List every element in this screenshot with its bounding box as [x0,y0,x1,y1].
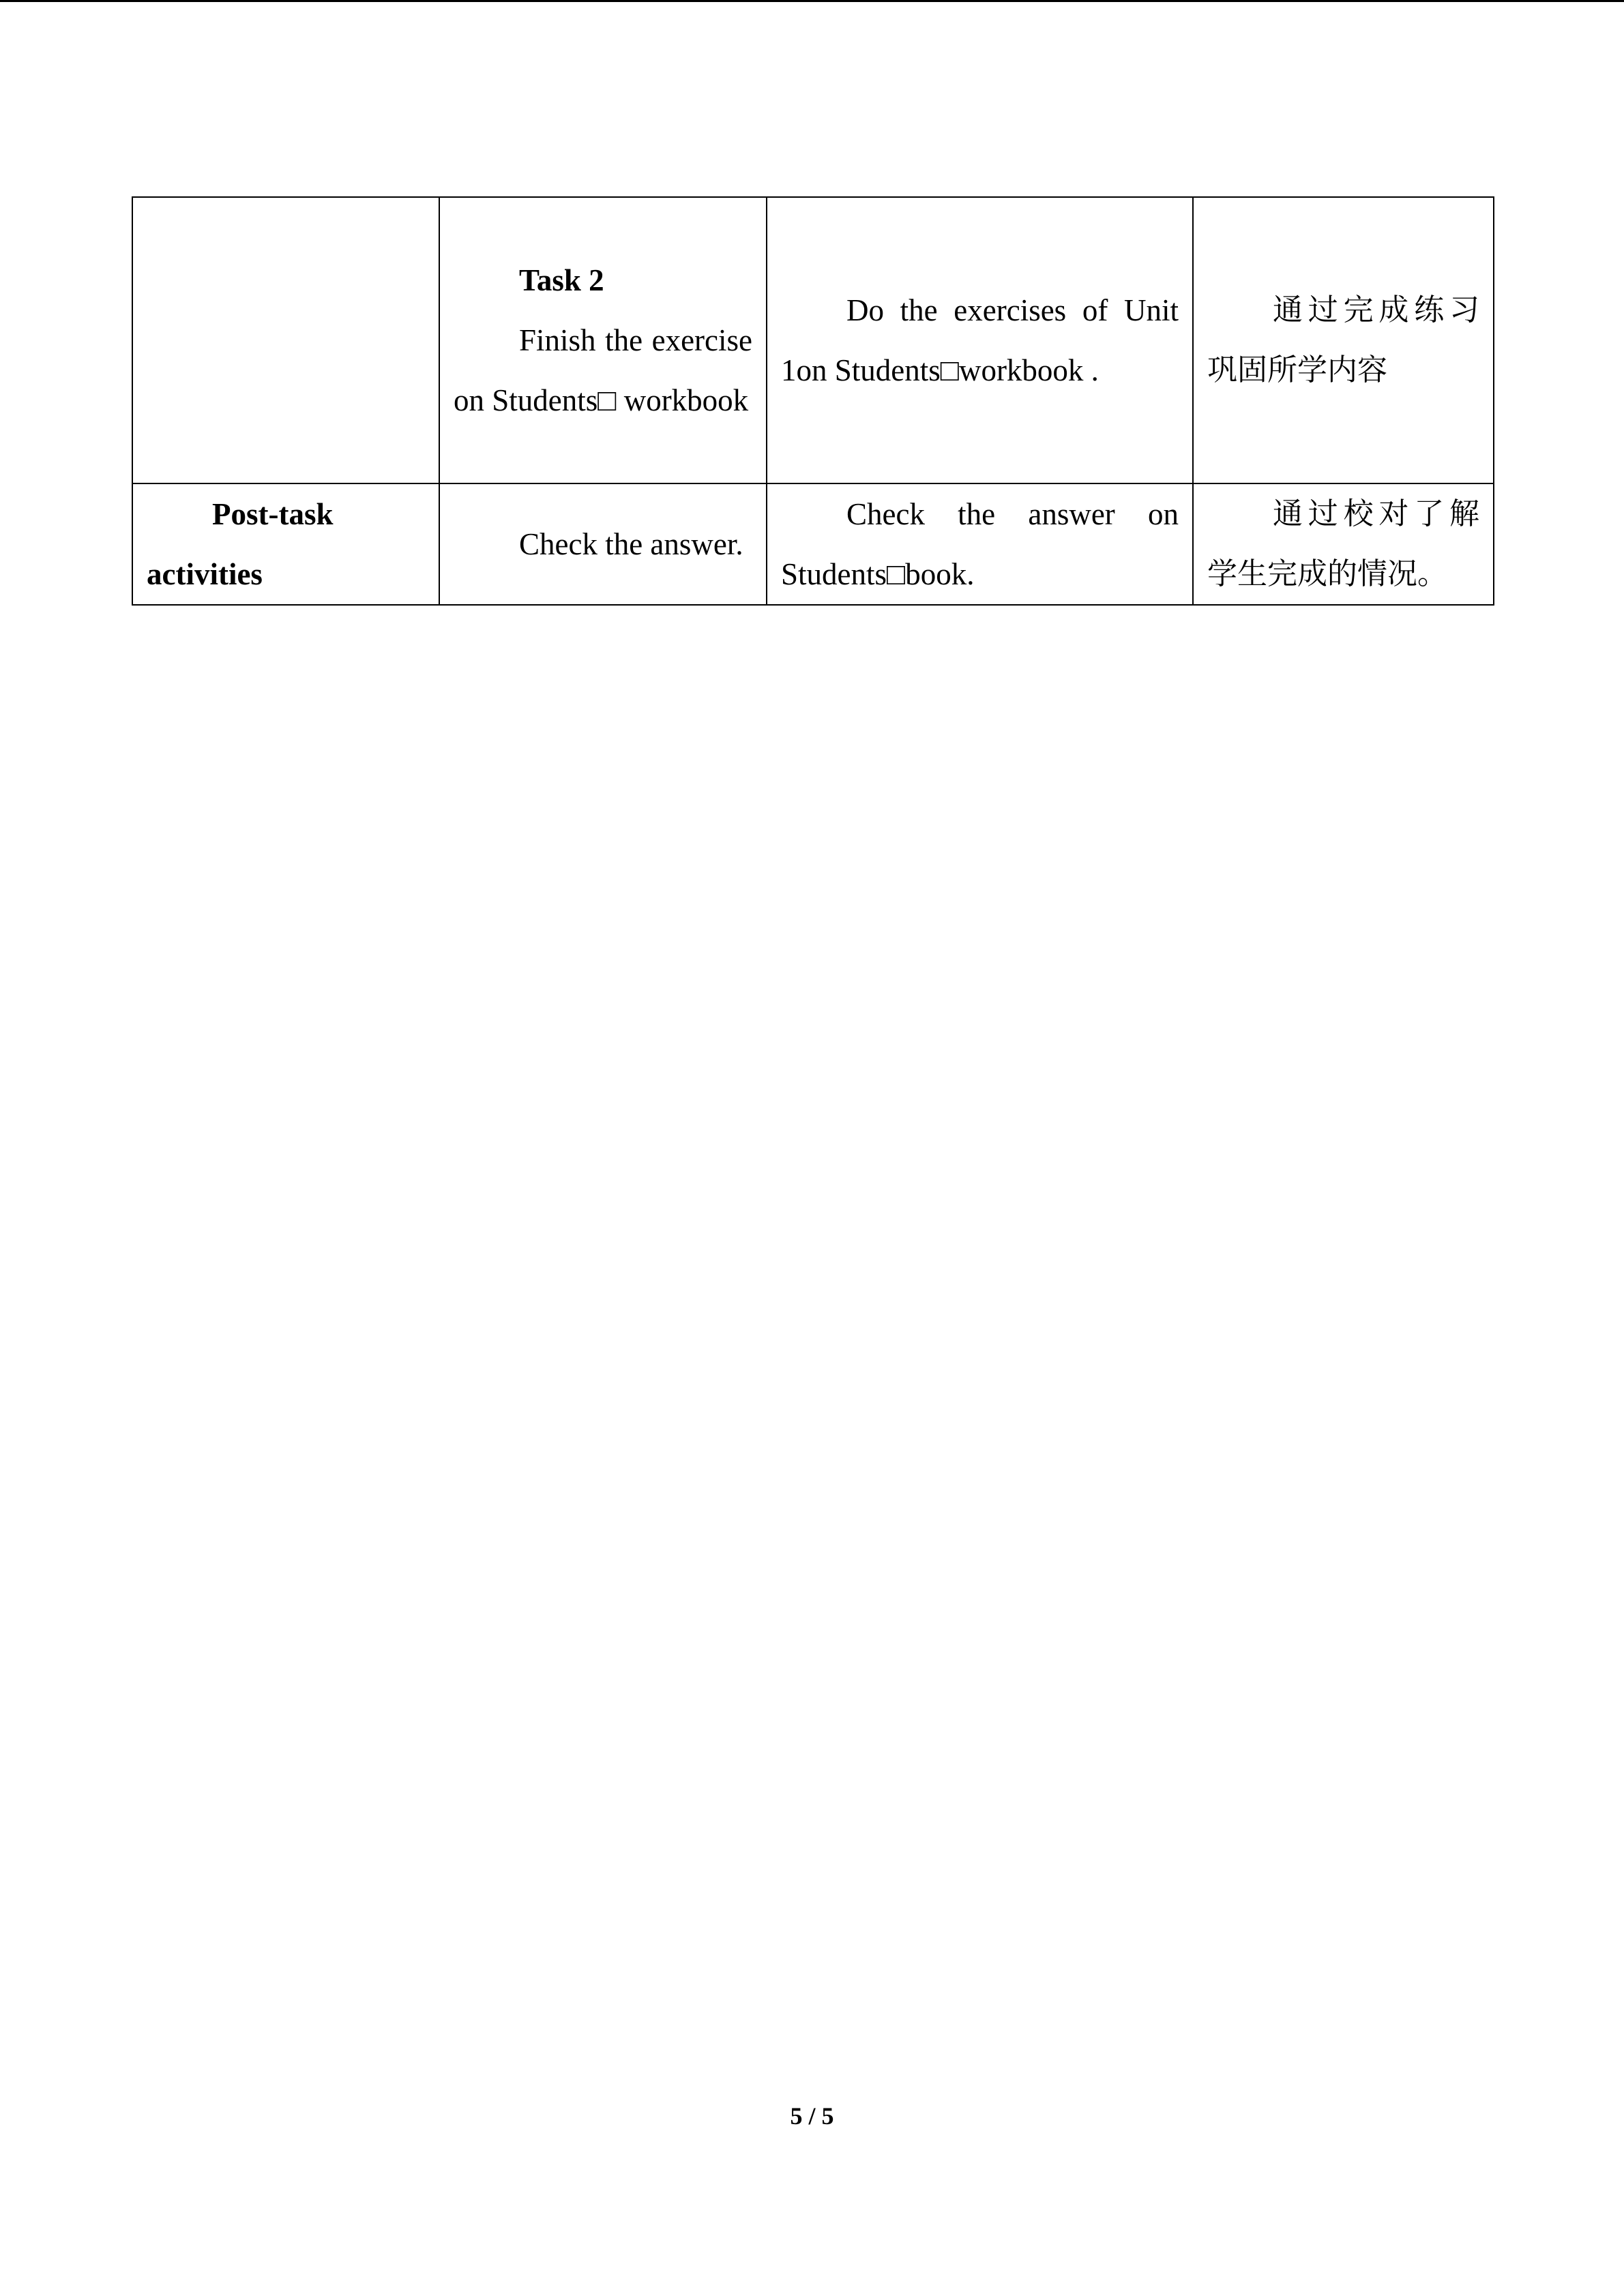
activity-title: Task 2 [519,263,604,297]
activity-cell [439,197,767,483]
purpose-text: 通过完成练习巩固所学内容 [1207,293,1479,387]
table-row [132,483,1494,605]
activity-text: Check the answer. [519,527,743,561]
page-top-border [0,0,1624,2]
students-activity-text: Check the answer on Students□book. [781,497,1179,591]
lesson-plan-table [132,196,1494,606]
table-row [132,197,1494,483]
stage-cell [132,197,439,483]
page-number: 5 / 5 [790,2102,834,2130]
stage-line-1: Post-task [212,497,334,531]
stage-line-2: activities [147,557,263,591]
stage-cell [132,483,439,605]
purpose-text: 通过校对了解学生完成的情况。 [1207,496,1479,591]
students-activity-cell [767,483,1193,605]
purpose-cell [1193,483,1494,605]
activity-cell [439,483,767,605]
students-activity-text: Do the exercises of Unit 1on Students□workbook . [781,293,1179,387]
activity-text: Finish the exercise on Students□ workbook [454,323,752,417]
students-activity-cell [767,197,1193,483]
purpose-cell [1193,197,1494,483]
